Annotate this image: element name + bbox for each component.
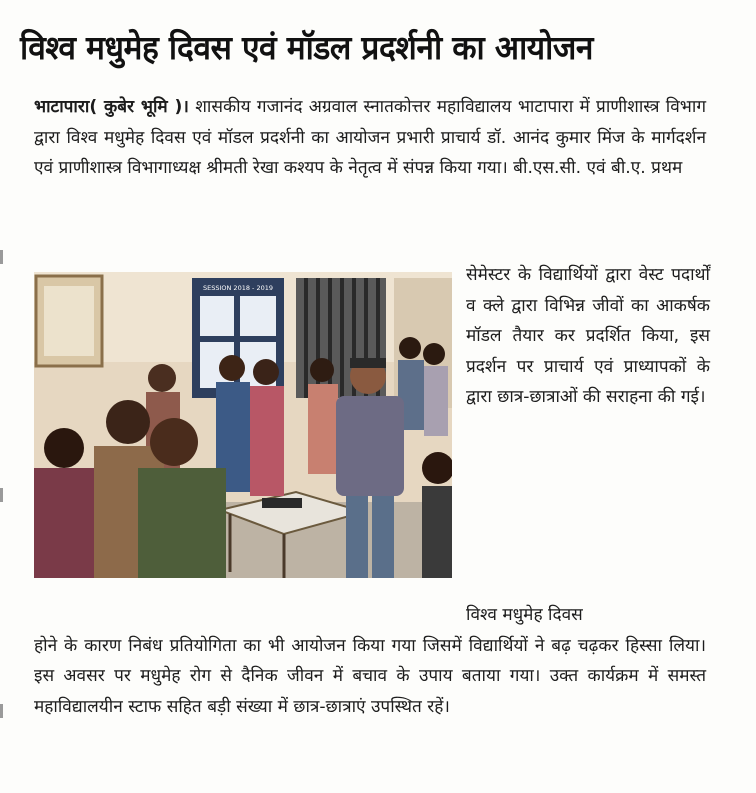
article-body-top	[34, 92, 706, 184]
headline: विश्व मधुमेह दिवस एवं मॉडल प्रदर्शनी का आयोजन	[20, 28, 593, 67]
article-body-bottom	[34, 600, 706, 722]
article-body-side: सेमेस्टर के विद्यार्थियों द्वारा वेस्ट पदार्थों व क्ले द्वारा विभिन्न जीवों का आकर्षक मॉडल तैयार कर प्रदर्शित किया, इस प्रदर्शन पर प्राचार्य एवं प्राध्यापकों के द्वारा छात्र-छात्राओं की सराहना की गई।	[466, 265, 710, 407]
paragraph-top: शासकीय गजानंद अग्रवाल स्नातकोत्तर महाविद्यालय भाटापारा में प्राणीशास्त्र विभाग द्वारा विश्व मधुमेह दिवस एवं मॉडल प्रदर्शनी का आयोजन प्रभारी प्राचार्य डॉ. आनंद कुमार मिंज के मार्गदर्शन एवं प्राणीशास्त्र विभागाध्यक्ष श्रीमती रेखा कश्यप के नेतृत्व में संपन्न किया गया। बी.एस.सी. एवं बी.ए. प्रथम	[34, 97, 706, 178]
event-photo	[34, 272, 452, 578]
scan-edge-mark	[0, 488, 3, 502]
session-board-text: SESSION 2018 - 2019	[202, 284, 274, 292]
dateline: भाटापारा( कुबेर भूमि )।	[34, 97, 189, 117]
event-photo-illustration	[34, 272, 452, 578]
scan-edge-mark	[0, 704, 3, 718]
paragraph-tail: होने के कारण निबंध प्रतियोगिता का भी आयोजन किया गया जिसमें विद्यार्थियों ने बढ़ चढ़कर हिस्सा लिया। इस अवसर पर मधुमेह रोग से दैनिक जीवन में बचाव के उपाय बताया गया। उक्त कार्यक्रम में समस्त महाविद्यालयीन स्टाफ सहित बड़ी संख्या में छात्र-छात्राएं उपस्थित रहें।	[34, 635, 706, 717]
scan-edge-mark	[0, 250, 3, 264]
paragraph-tail-first-line: विश्व मधुमेह दिवस	[466, 605, 583, 625]
